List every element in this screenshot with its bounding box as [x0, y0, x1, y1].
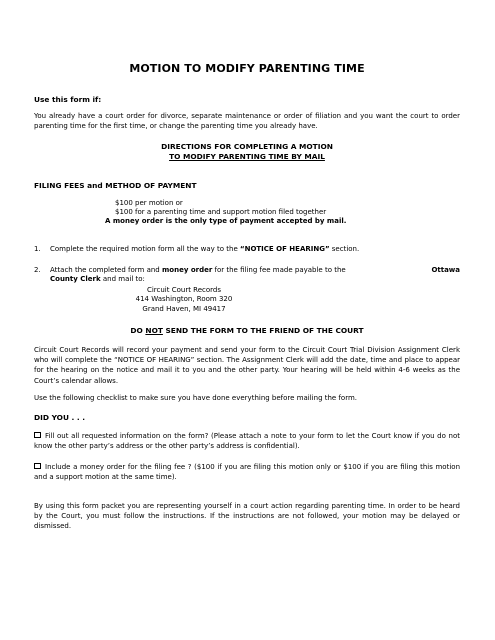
use-form-paragraph: You already have a court order for divorce, separate maintenance or order of filiation and you want the court to order parenting time for the first time, or change the parenting time you already have.: [34, 112, 460, 131]
address-line-2: 414 Washington, Room 320: [135, 295, 233, 304]
use-form-heading: Use this form if:: [34, 95, 102, 104]
fee-line-2: $100 for a parenting time and support motion filed together: [115, 208, 327, 217]
fee-line-1: $100 per motion or: [115, 199, 183, 207]
directions-line-1: DIRECTIONS FOR COMPLETING A MOTION: [161, 142, 333, 151]
fees-heading: FILING FEES and METHOD OF PAYMENT: [34, 181, 197, 190]
checkbox-icon[interactable]: [34, 432, 41, 438]
directions-heading: [34, 142, 460, 161]
checkbox-icon[interactable]: [34, 463, 41, 469]
step-2-number: 2.: [34, 266, 41, 274]
mailing-address: [114, 286, 254, 314]
address-line-3: Grand Haven, MI 49417: [142, 304, 226, 313]
step-1-number: 1.: [34, 245, 41, 253]
ottawa-label: Ottawa: [431, 266, 460, 274]
closing-paragraph: By using this form packet you are representing yourself in a court action regarding parenting time. In order to be heard by the Court, you must follow the instructions. If the instructions are not followed, your motion may be delayed or dismissed.: [34, 502, 460, 531]
records-paragraph: Circuit Court Records will record your payment and send your form to the Circuit Court Trial Division Assignment Clerk who will complete the “NOTICE OF HEARING” section. The Assignment Clerk will add the date, time and place to appear for the hearing on the notice and mail it to you and the other party. Your hearing will be held within 4-6 weeks as the Court’s calendar allows.: [34, 346, 460, 385]
directions-line-2: TO MODIFY PARENTING TIME BY MAIL: [169, 151, 325, 161]
page-title: MOTION TO MODIFY PARENTING TIME: [129, 62, 365, 75]
money-order-note: A money order is the only type of payment accepted by mail.: [105, 217, 347, 225]
address-line-1: Circuit Court Records: [146, 286, 222, 294]
step-1: 1. Complete the required motion form all the way to the “NOTICE OF HEARING” section.: [34, 245, 360, 253]
checklist-item-1: Fill out all requested information on the form? (Please attach a note to your form to let the Court know if you do not know the other party’s address or the other party’s address is confidential).: [34, 432, 460, 451]
checklist-intro: Use the following checklist to make sure you have done everything before mailing the form.: [34, 394, 357, 402]
do-not-send-warning: DO NOT SEND THE FORM TO THE FRIEND OF THE COURT: [130, 326, 364, 335]
checklist-item-2: Include a money order for the filing fee ? ($100 if you are filing this motion only or $100 if you are filing this motion and a support motion at the same time).: [34, 463, 460, 482]
did-you-heading: DID YOU . . .: [34, 413, 86, 422]
fees-list: [115, 199, 455, 218]
step-2: 2. Attach the completed form and money order for the filing fee made payable to the Ottawa County Clerk and mail to:: [34, 266, 460, 284]
